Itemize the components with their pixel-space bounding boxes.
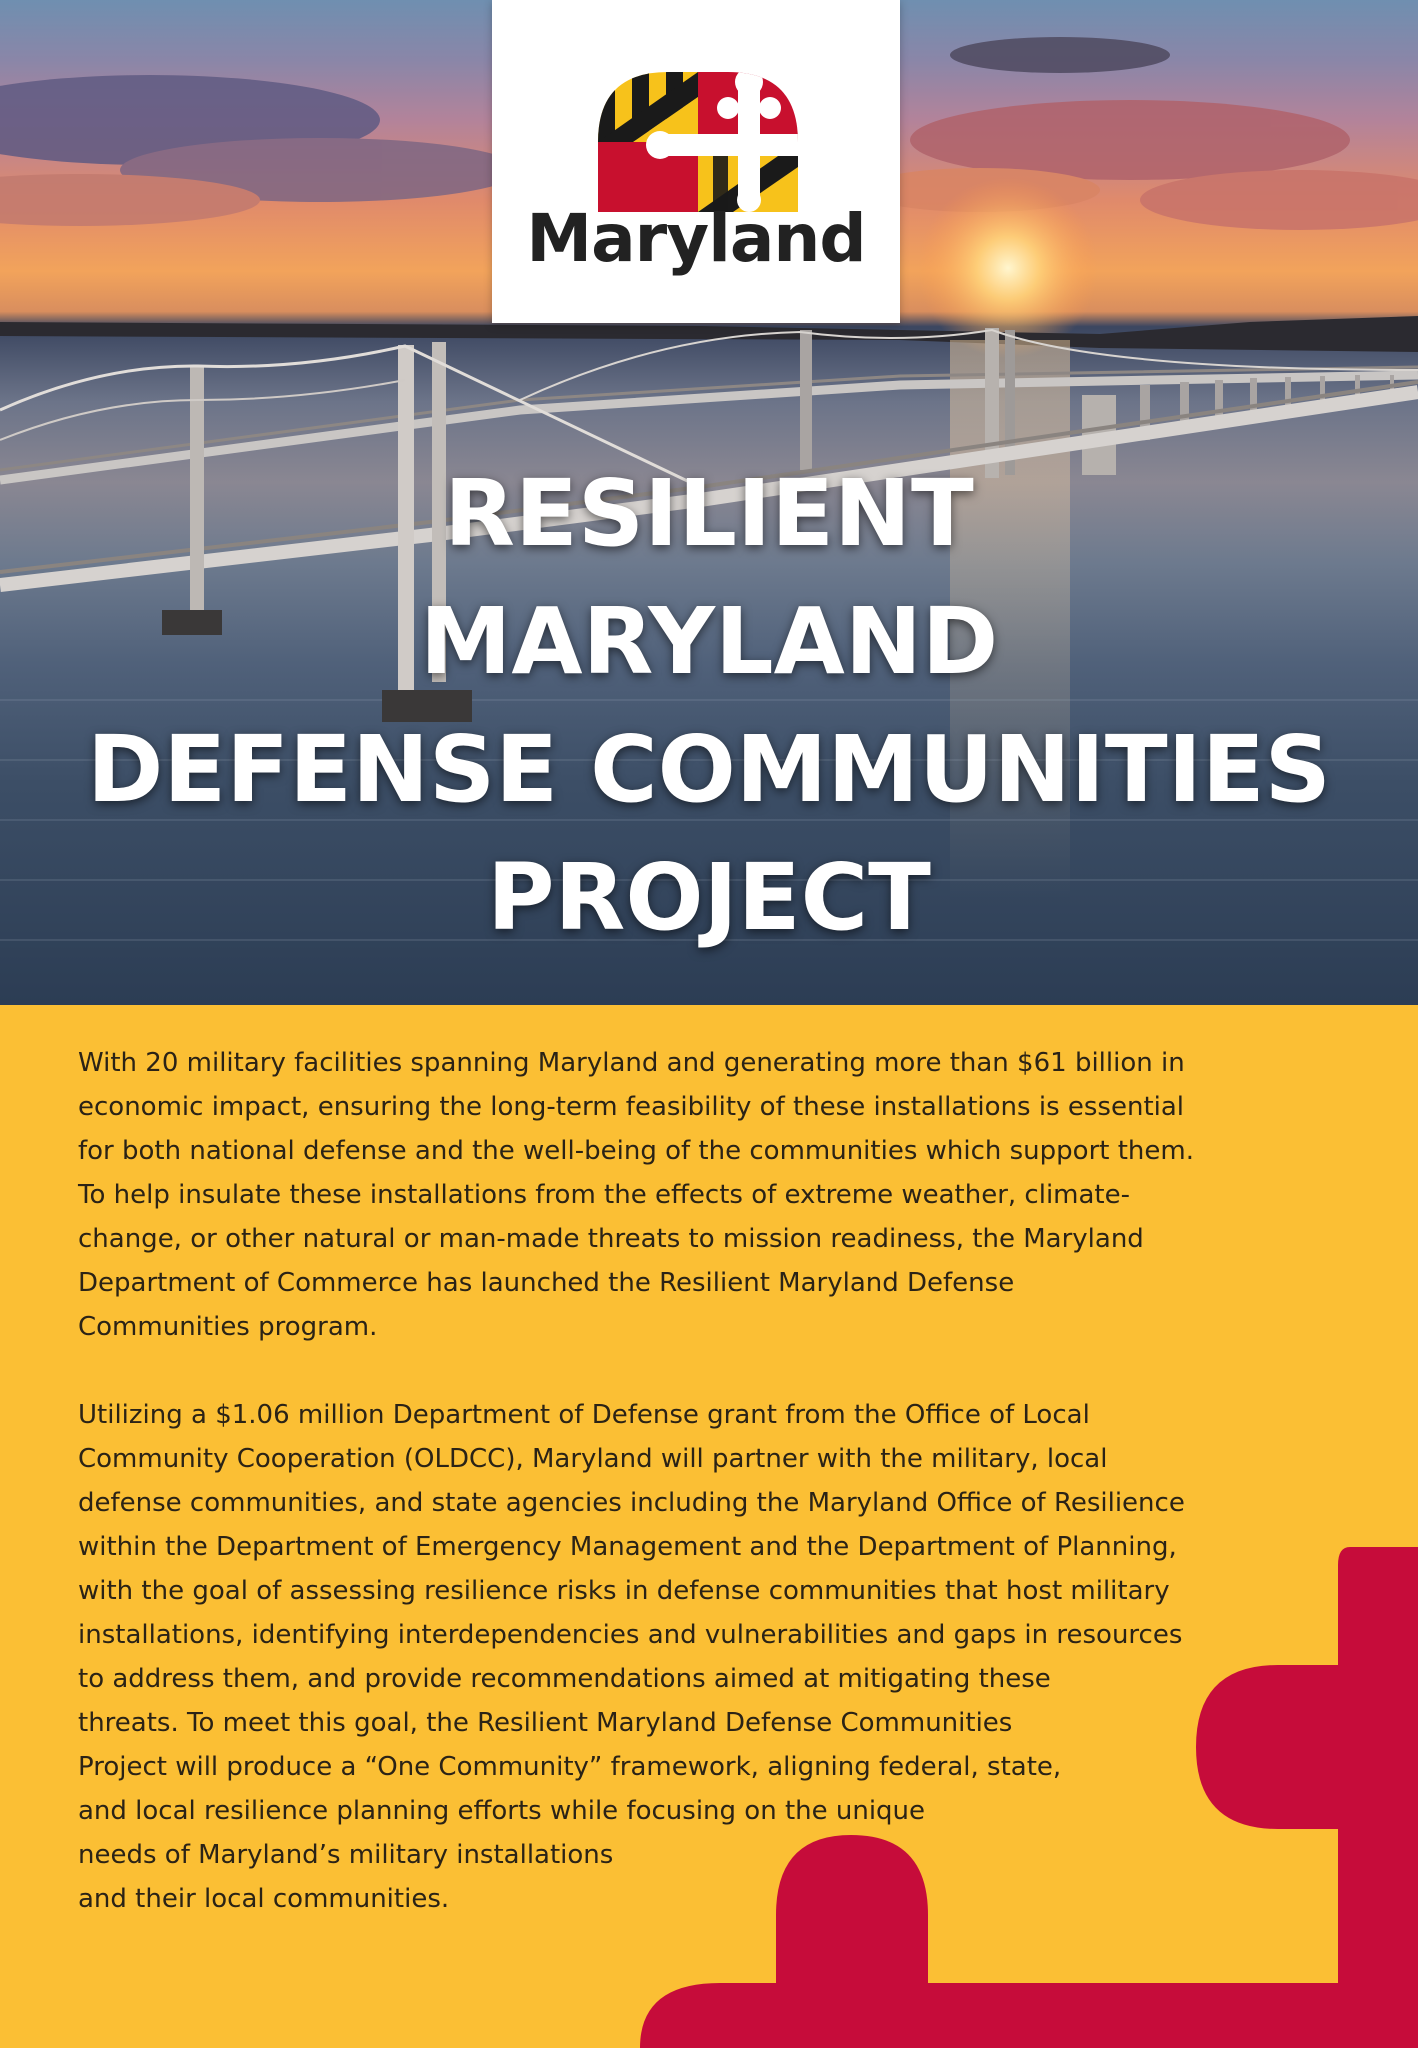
grant-paragraph: Utilizing a $1.06 million Department of Defense grant from the Office of Local Community Cooperation (OLDCC), Maryland will partner with the military, local defense communities, and state agencies including the Maryland Office of Resilience within the Department of Emergency Management and the Department of Planning, with the goal of assessing resilience risks in defense communities that host military installations, identifying interdependencies and vulnerabilities and gaps in resources to address them, and provide recommendations aimed at mitigating these threats. To meet this goal, the Resilient Maryland Defense Communities Project will produce a “One Community” framework, aligning federal, state, and local resilience planning efforts while focusing on the unique needs of Maryland’s military installations and their local communities. [78,1400,1185,1914]
title-line-1: RESILIENT [444,460,974,567]
title-line-3: DEFENSE COMMUNITIES [87,716,1331,823]
logo-wordmark: Maryland [526,200,866,277]
page-title [0,450,1418,962]
title-line-2: MARYLAND [419,588,999,695]
maryland-flag-shield-icon [598,72,798,212]
hero-banner [0,0,1418,1005]
title-line-4: PROJECT [487,844,931,951]
maryland-logo [492,0,900,323]
intro-paragraph: With 20 military facilities spanning Maryland and generating more than $61 billion in economic impact, ensuring the long-term feasibility of these installations is essential for both national defense and the well-being of the communities which support them. To help insulate these installations from the effects of extreme weather, climate- change, or other natural or man-made threats to mission readiness, the Maryland Department of Commerce has launched the Resilient Maryland Defense Communities program. [78,1048,1194,1342]
content-section [0,1005,1418,2048]
